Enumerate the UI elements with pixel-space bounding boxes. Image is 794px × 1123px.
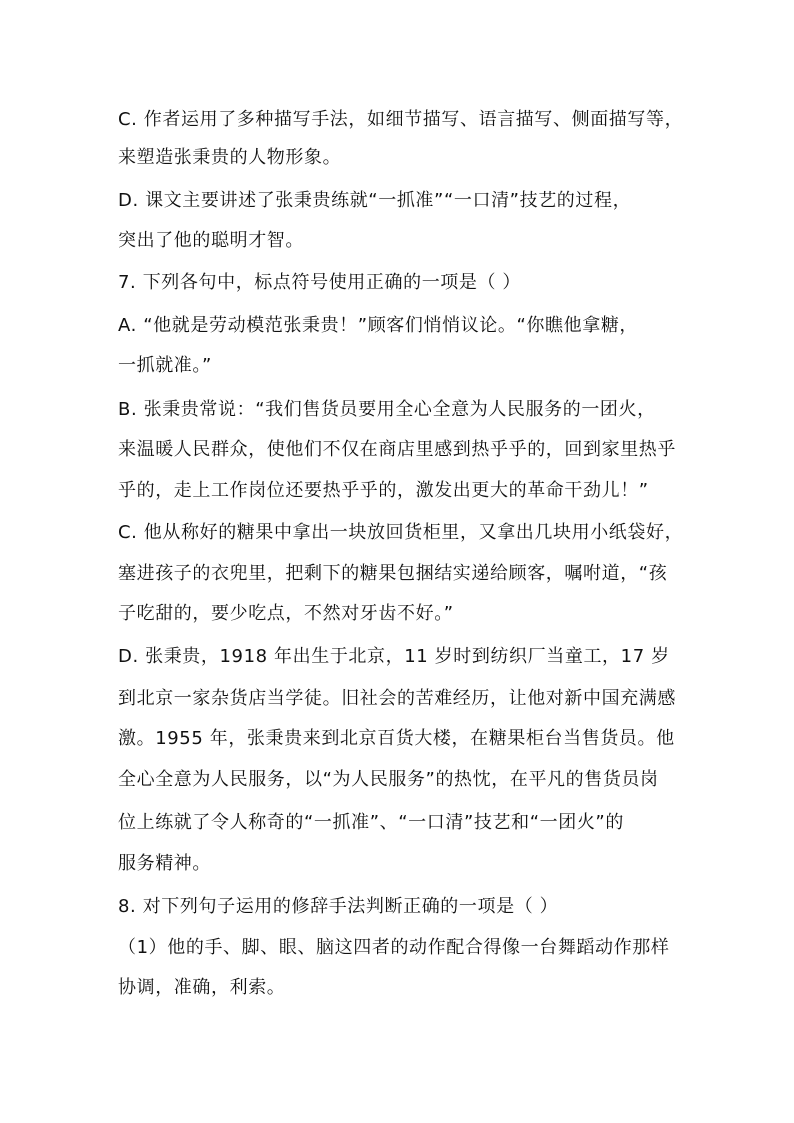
q7-option-c-line-3: 子吃甜的，要少吃点，不然对牙齿不好。” xyxy=(118,603,454,624)
q7-option-c-line-1: C. 他从称好的糖果中拿出一块放回货柜里，又拿出几块用小纸袋好， xyxy=(118,522,684,543)
q7-option-d-line-6: 服务精神。 xyxy=(118,853,211,874)
q7-option-a-line-2: 一抓就准。” xyxy=(118,355,212,376)
option-d-line-2: 突出了他的聪明才智。 xyxy=(118,230,304,251)
option-c-line-1: C. 作者运用了多种描写手法，如细节描写、语言描写、侧面描写等， xyxy=(118,109,684,130)
q7-option-b-line-2: 来温暖人民群众，使他们不仅在商店里感到热乎乎的，回到家里热乎 xyxy=(118,439,676,460)
q7-option-d-line-1: D. 张秉贵，1918 年出生于北京，11 岁时到纺织厂当童工，17 岁 xyxy=(118,646,670,667)
q7-option-b-line-3: 乎的，走上工作岗位还要热乎乎的，激发出更大的革命干劲儿！” xyxy=(118,480,649,501)
question-7-stem: 7. 下列各句中，标点符号使用正确的一项是（ ） xyxy=(118,272,522,293)
option-d-line-1: D. 课文主要讲述了张秉贵练就“一抓准”“一口清”技艺的过程， xyxy=(118,190,632,211)
q7-option-c-line-2: 塞进孩子的衣兜里，把剩下的糖果包捆结实递给顾客，嘱咐道，“孩 xyxy=(118,563,668,584)
q7-option-d-line-2: 到北京一家杂货店当学徒。旧社会的苦难经历，让他对新中国充满感 xyxy=(118,688,676,709)
q7-option-d-line-4: 全心全意为人民服务，以“为人民服务”的热忱，在平凡的售货员岗 xyxy=(118,769,659,790)
question-8-stem: 8. 对下列句子运用的修辞手法判断正确的一项是（ ） xyxy=(118,896,559,917)
q7-option-a-line-1: A. “他就是劳动模范张秉贵！”顾客们悄悄议论。“你瞧他拿糖， xyxy=(118,315,639,336)
option-c-line-2: 来塑造张秉贵的人物形象。 xyxy=(118,147,342,168)
q8-sentence-1-line-2: 协调，准确，利索。 xyxy=(118,977,286,998)
q7-option-d-line-3: 激。1955 年，张秉贵来到北京百货大楼，在糖果柜台当售货员。他 xyxy=(118,728,675,749)
q7-option-d-line-5: 位上练就了令人称奇的“一抓准”、“一口清”技艺和“一团火”的 xyxy=(118,812,624,833)
q7-option-b-line-1: B. 张秉贵常说：“我们售货员要用全心全意为人民服务的一团火， xyxy=(118,399,656,420)
q8-sentence-1-line-1: （1）他的手、脚、眼、脑这四者的动作配合得像一台舞蹈动作那样 xyxy=(118,937,670,958)
